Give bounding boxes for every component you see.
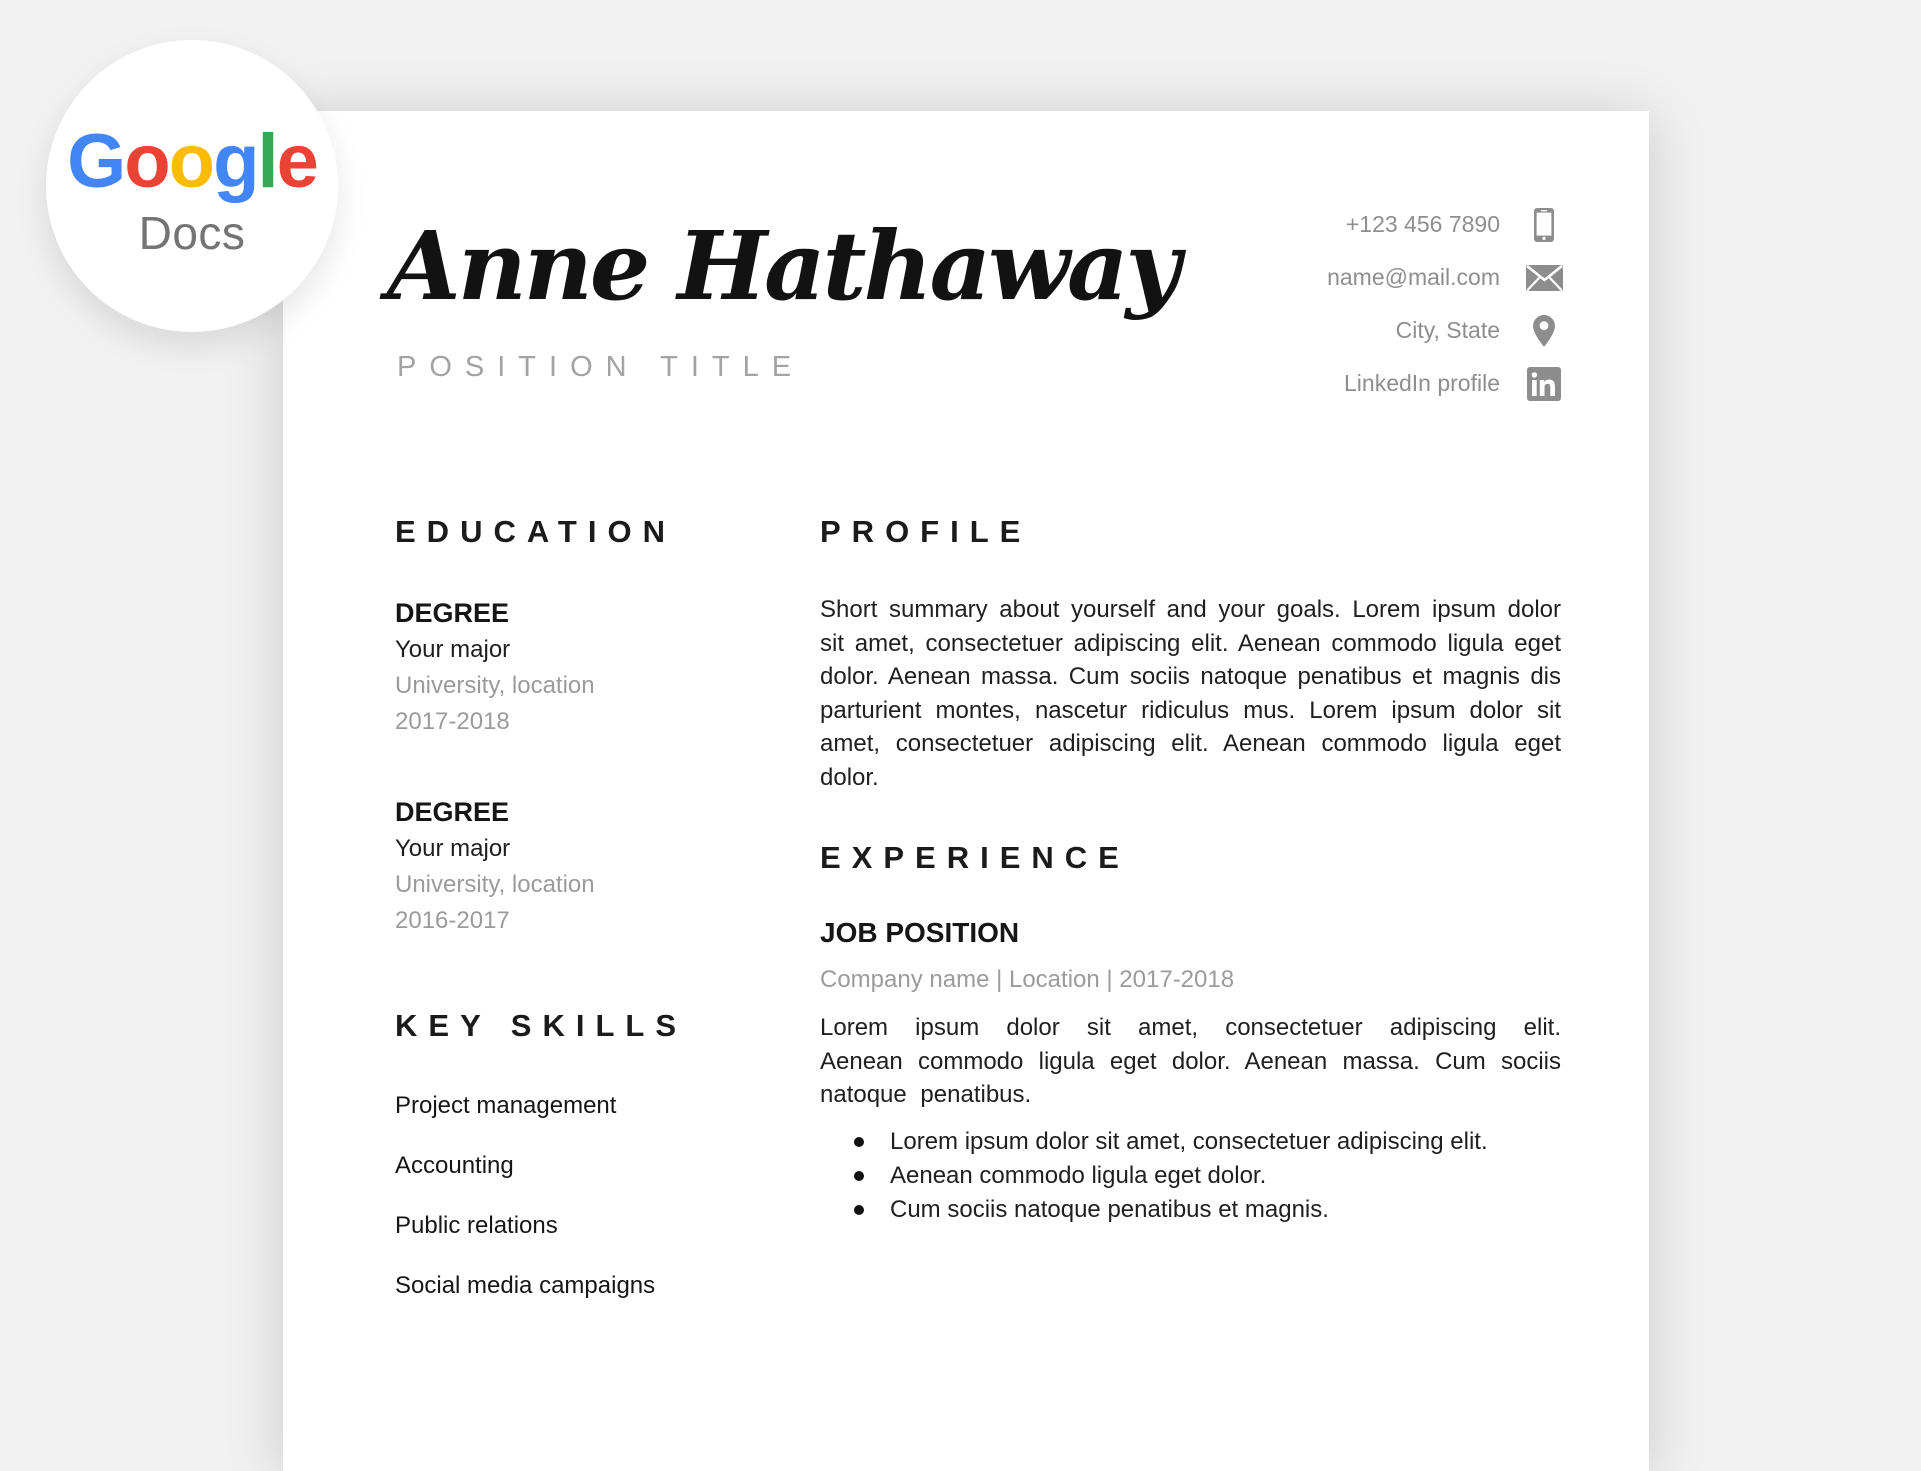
education-entry (395, 595, 775, 738)
profile-summary: Short summary about yourself and your goals. Lorem ipsum dolor sit amet, consectetuer adipiscing elit. Aenean commodo ligula eget dolor. Aenean massa. Cum sociis natoque penatibus et magnis dis parturient montes, nascetur ridiculus mus. Lorem ipsum dolor sit amet, consectetuer adipiscing elit. Aenean commodo ligula eget dolor. (820, 596, 1561, 791)
contact-row-location (1327, 304, 1563, 357)
google-logo-letter: o (124, 119, 169, 204)
position-title: POSITION TITLE (397, 351, 805, 383)
experience-heading: EXPERIENCE (820, 840, 1130, 875)
envelope-icon (1525, 265, 1563, 291)
job-position-title: JOB POSITION (820, 917, 1020, 948)
google-logo-letter: G (67, 119, 125, 204)
education-entry (395, 794, 775, 937)
contact-row-phone (1327, 198, 1563, 251)
job-meta: Company name | Location | 2017-2018 (820, 966, 1235, 993)
degree-years: 2017-2018 (395, 708, 510, 735)
key-skills-heading: KEY SKILLS (395, 1008, 688, 1043)
job-bullet-item: Aenean commodo ligula eget dolor. (890, 1159, 1561, 1193)
phone-number: +123 456 7890 (1345, 211, 1500, 237)
job-bullet-list (820, 1125, 1561, 1227)
job-summary: Lorem ipsum dolor sit amet, consectetuer adipiscing elit. Aenean commodo ligula eget dolor. Aenean massa. Cum sociis natoque penatibus. (820, 1014, 1561, 1109)
linkedin-text: LinkedIn profile (1344, 370, 1500, 396)
google-logo-letter: g (213, 119, 258, 204)
skill-item: Social media campaigns (395, 1272, 656, 1299)
skills-list (395, 1089, 775, 1303)
google-docs-badge (46, 40, 338, 332)
degree-school: University, location (395, 871, 595, 898)
google-logo-letter: e (276, 119, 317, 204)
degree-major: Your major (395, 636, 511, 663)
skill-item: Public relations (395, 1212, 558, 1239)
job-bullet-item: Lorem ipsum dolor sit amet, consectetuer adipiscing elit. (890, 1125, 1561, 1159)
job-bullet-item: Cum sociis natoque penatibus et magnis. (890, 1193, 1561, 1227)
degree-title: DEGREE (395, 598, 510, 628)
email-address: name@mail.com (1327, 264, 1500, 290)
degree-years: 2016-2017 (395, 907, 510, 934)
linkedin-icon (1525, 367, 1563, 401)
location-text: City, State (1395, 317, 1500, 343)
degree-title: DEGREE (395, 797, 510, 827)
candidate-name: Anne Hathaway (387, 211, 1178, 322)
location-pin-icon (1525, 315, 1563, 347)
skill-item: Project management (395, 1092, 617, 1119)
contact-row-email (1327, 251, 1563, 304)
profile-heading: PROFILE (820, 514, 1032, 549)
education-heading: EDUCATION (395, 514, 676, 549)
profile-section (820, 515, 1561, 795)
contact-row-linkedin (1327, 357, 1563, 410)
resume-page (283, 111, 1649, 1471)
google-logo-letter: o (168, 119, 214, 204)
experience-section (820, 841, 1561, 1227)
contact-block (1327, 198, 1563, 410)
google-logo (46, 116, 338, 208)
education-section (395, 515, 775, 937)
degree-major: Your major (395, 835, 511, 862)
degree-school: University, location (395, 672, 595, 699)
docs-wordmark: Docs (138, 207, 246, 259)
google-logo-letter: l (257, 119, 277, 204)
smartphone-icon (1525, 208, 1563, 242)
key-skills-section (395, 1009, 775, 1329)
skill-item: Accounting (395, 1152, 514, 1179)
